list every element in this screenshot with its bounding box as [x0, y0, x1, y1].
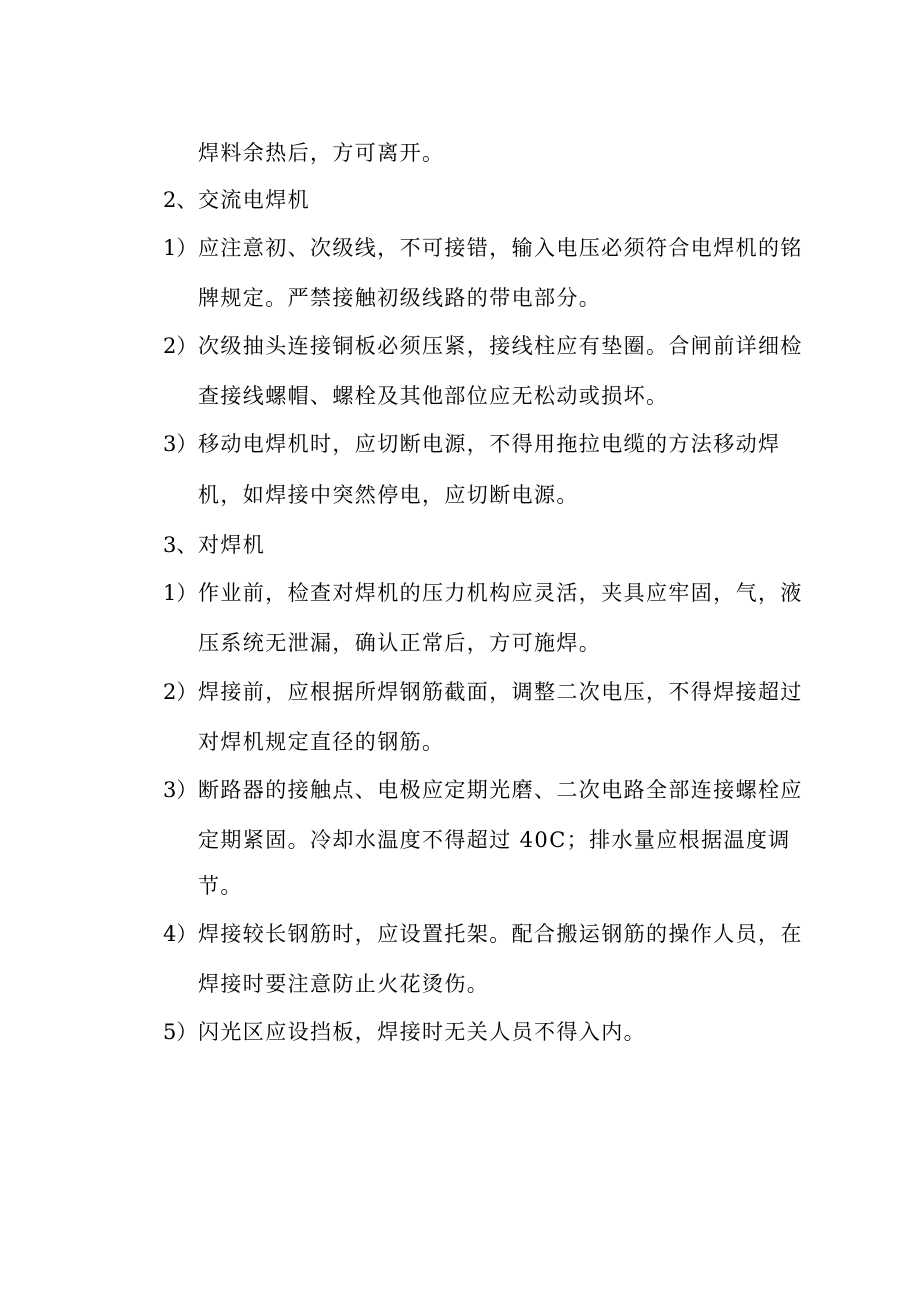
item-text-line: 断路器的接触点、电极应定期光磨、二次电路全部连接螺栓应	[198, 778, 803, 802]
item-number: 5）	[163, 1020, 198, 1044]
item-text-line: 移动电焊机时，应切断电源，不得用拖拉电缆的方法移动焊	[198, 432, 781, 456]
item-text-line: 焊接前，应根据所焊钢筋截面，调整二次电压，不得焊接超过	[198, 680, 803, 704]
item-text-line: 节。	[198, 874, 243, 898]
item-text-line: 机，如焊接中突然停电，应切断电源。	[198, 483, 579, 507]
item-text-line: 对焊机规定直径的钢筋。	[198, 730, 445, 754]
section-number: 3、	[163, 533, 198, 557]
item-text-line: 压系统无泄漏，确认正常后，方可施焊。	[198, 631, 602, 655]
section-heading: 交流电焊机	[198, 188, 310, 212]
item-text-line: 闪光区应设挡板，焊接时无关人员不得入内。	[198, 1020, 646, 1044]
item-text-line: 作业前，检查对焊机的压力机构应灵活，夹具应牢固，气，液	[198, 581, 803, 605]
item-text-line: 次级抽头连接铜板必须压紧，接线柱应有垫圈。合闸前详细检	[198, 334, 803, 358]
item-text-line: 焊接较长钢筋时，应设置托架。配合搬运钢筋的操作人员，在	[198, 922, 803, 946]
section-heading: 对焊机	[198, 533, 266, 557]
item-number: 1）	[163, 581, 198, 605]
continuation-text: 焊料余热后，方可离开。	[198, 141, 445, 165]
item-number: 3）	[163, 778, 198, 802]
item-text-line: 焊接时要注意防止火花烫伤。	[198, 972, 490, 996]
item-number: 2）	[163, 334, 198, 358]
item-text-line: 应注意初、次级线，不可接错，输入电压必须符合电焊机的铭	[198, 236, 803, 260]
item-number: 1）	[163, 236, 198, 260]
item-number: 2）	[163, 680, 198, 704]
item-text-line: 牌规定。严禁接触初级线路的带电部分。	[198, 286, 602, 310]
item-number: 4）	[163, 922, 198, 946]
item-number: 3）	[163, 432, 198, 456]
section-number: 2、	[163, 188, 198, 212]
item-text-line: 定期紧固。冷却水温度不得超过 40C；排水量应根据温度调	[198, 828, 791, 852]
item-text-line: 查接线螺帽、螺栓及其他部位应无松动或损坏。	[198, 384, 669, 408]
